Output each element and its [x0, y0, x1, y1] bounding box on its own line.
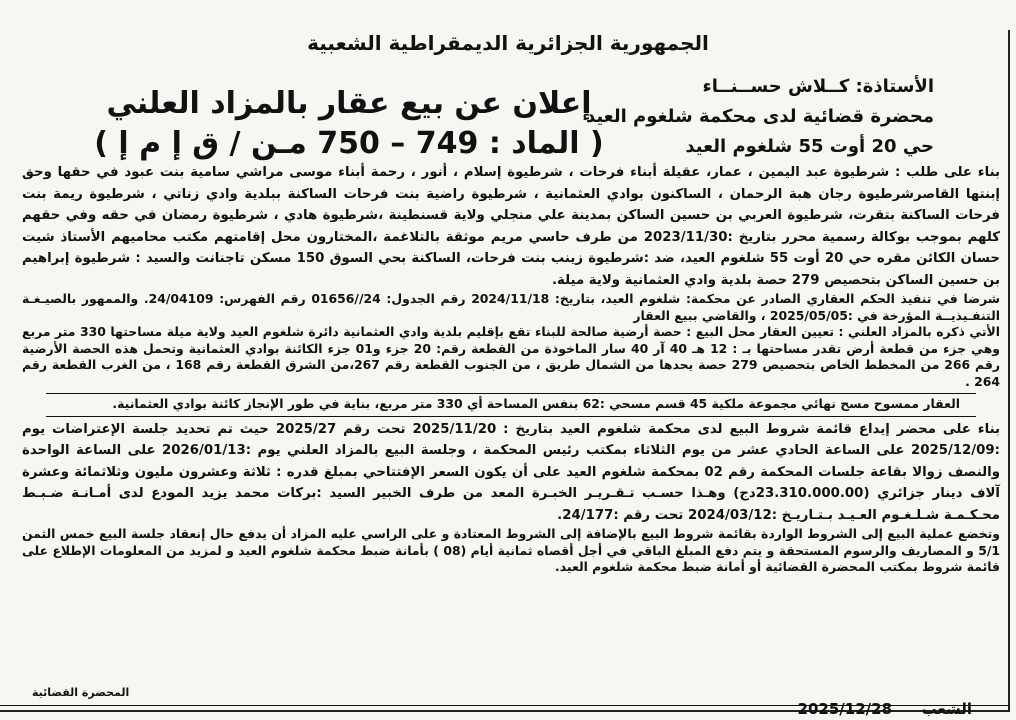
- issuer-office: محضرة قضائية لدى محكمة شلغوم العيد: [585, 106, 934, 127]
- property-paragraph: الأتي ذكره بالمزاد العلني : تعيين العقار محل البيع : حصة أرضية صالحة للبناء تقع بإقليم بلدية وادي العثمانية دائرة شلغوم العيد ولاية ميلة مساحتها 330 متر مربع وهي جزء من قطعة أرض تقدر مساحتها بـ : 12 هـ 40 آر 40 سار الماخوذة من القطعة رقم: 20 جزء و01 جزء الكائنة بوادي العثمانية وتحمل هذه الحصة الأرضية رقم 266 من المخطط الخاص بتحصيص 279 حصة يحدها من الشمال طريق ، من الجنوب القطعة رقم 267،من الشرق القطعة رقم 168 ، من الغرب القطعة رقم 264 .: [22, 324, 1000, 389]
- judgment-paragraph: شرضا في تنفيذ الحكم العقاري الصادر عن محكمة: شلغوم العيد، بتاريخ: 2024/11/18 رقم الجدول: 24//01656 رقم الفهرس: 24/04109. والممهور بالصيـغـة التنفـيذيــة المؤرخة في :2025/05/05 ، والقاضي ببيع العقار: [22, 291, 1000, 323]
- publication-date: 2025/12/28: [797, 700, 892, 718]
- issuer-name: الأستاذة: كــلاش حســنــاء: [702, 76, 934, 97]
- notice-body: [22, 162, 1000, 576]
- conditions-paragraph: وتخضع عملية البيع إلى الشروط الواردة بقائمة شروط البيع بالإضافة إلى الشروط المعتادة و على الراسي عليه المزاد أن يدفع حال إنعقاد جلسة البيع خمس الثمن 5/1 و المصاريف والرسوم المستحقة و يتم دفع المبلغ الباقي في أجل أقصاه ثمانية أيام (08 ) بأمانة ضبط محكمة شلغوم العيد و لمزيد من المعلومات الإطلاع على قائمة شروط بمكتب المحضرة القضائية أو أمانة ضبط محكمة شلغوم العيد.: [22, 526, 1000, 574]
- issuer-address: حي 20 أوت 55 شلغوم العيد: [685, 136, 934, 157]
- intro-paragraph: بناء على طلب : شرطيوة عبد اليمين ، عمار، عقيلة أبناء فرحات ، شرطيوة إسلام ، أنور ، رحمة أبناء موسى مراشي سامية بنت عبود في حقها وحق إبنتها القاصرشرطيوة رجان هبة الرحمان ، الساكنون بوادي العثمانية ، شرطيوة راضية بنت فرحات الساكنة ببلدية وادي زناتي ، شرطيوة ريمة بنت فرحات الساكنة بتقرت، شرطيوة العربي بن حسين الساكن بمدينة علي منجلي ولاية قسنطينة ،شرطيوة هادي ، شرطيوة رمضان في حقه وفي حقهم كلهم بموجب بوكالة رسمية محرر بتاريخ :2023/11/30 من طرف حاسي مريم موثقة بالتلاغمة ،المختارون محل إقامتهم مكتب محاميهم الأستاذ شيت حسان الكائن مقره حي 20 أوت 55 شلغوم العيد، ضد :شرطيوة زينب بنت فرحات، الساكنة بحي السوق 150 مسكن تاجنانت والسيد : شرطيوة إبراهيم بن حسين الساكن بتحصيص 279 حصة بلدية وادي العثمانية ولاية ميلة.: [22, 165, 1000, 288]
- schedule-paragraph: بناء على محضر إيداع قائمة شروط البيع لدى محكمة شلغوم العيد بتاريخ : 2025/11/20 تحت رقم 2025/27 حيث تم تحديد جلسة الإعتراضات يوم :2025/12/09 على الساعة الحادي عشر من يوم الثلاثاء بمكتب رئيس المحكمة ، وجلسة البيع بالمزاد العلني يوم :2026/01/13 على الساعة الواحدة والنصف زوالا بقاعة جلسات المحكمة رقم 02 بمحكمة شلغوم العيد على أن يكون السعر الإفتتاحي بمبلغ قدره : ثلاثة وعشرون مليون وثلاثمائة وعشرة آلاف دينار جزائري (23.310.000.00دج) وهـذا حسـب تـقـريـر الخبـرة المعد من طرف الخبير السيد :بركات محمد يزيد المودع لدى أمـانـة ضـبـط محـكـمـة شـلـغـوم العـيـد بـتـاريـخ :2024/03/12 تحت رقم :24/177.: [22, 421, 1000, 523]
- survey-paragraph: العقار ممسوح مسح نهائي مجموعة ملكية 45 قسم مسحي :62 بنفس المساحة أي 330 متر مربع، بناية في طور الإنجاز كائنة بوادي العثمانية.: [112, 396, 960, 411]
- footer: [0, 700, 1010, 720]
- issuer-block: [586, 72, 934, 162]
- case-number: ( الماد : 749 – 750 مـن / ق إ م إ ): [94, 126, 604, 161]
- separator: [46, 416, 976, 417]
- newspaper-name: الشعب: [921, 700, 972, 718]
- separator: [46, 393, 976, 394]
- republic-heading: الجمهورية الجزائرية الديمقراطية الشعبية: [307, 31, 709, 55]
- signature: المحضرة القضائية: [32, 686, 130, 699]
- notice-title: إعلان عن بيع عقار بالمزاد العلني: [106, 86, 592, 121]
